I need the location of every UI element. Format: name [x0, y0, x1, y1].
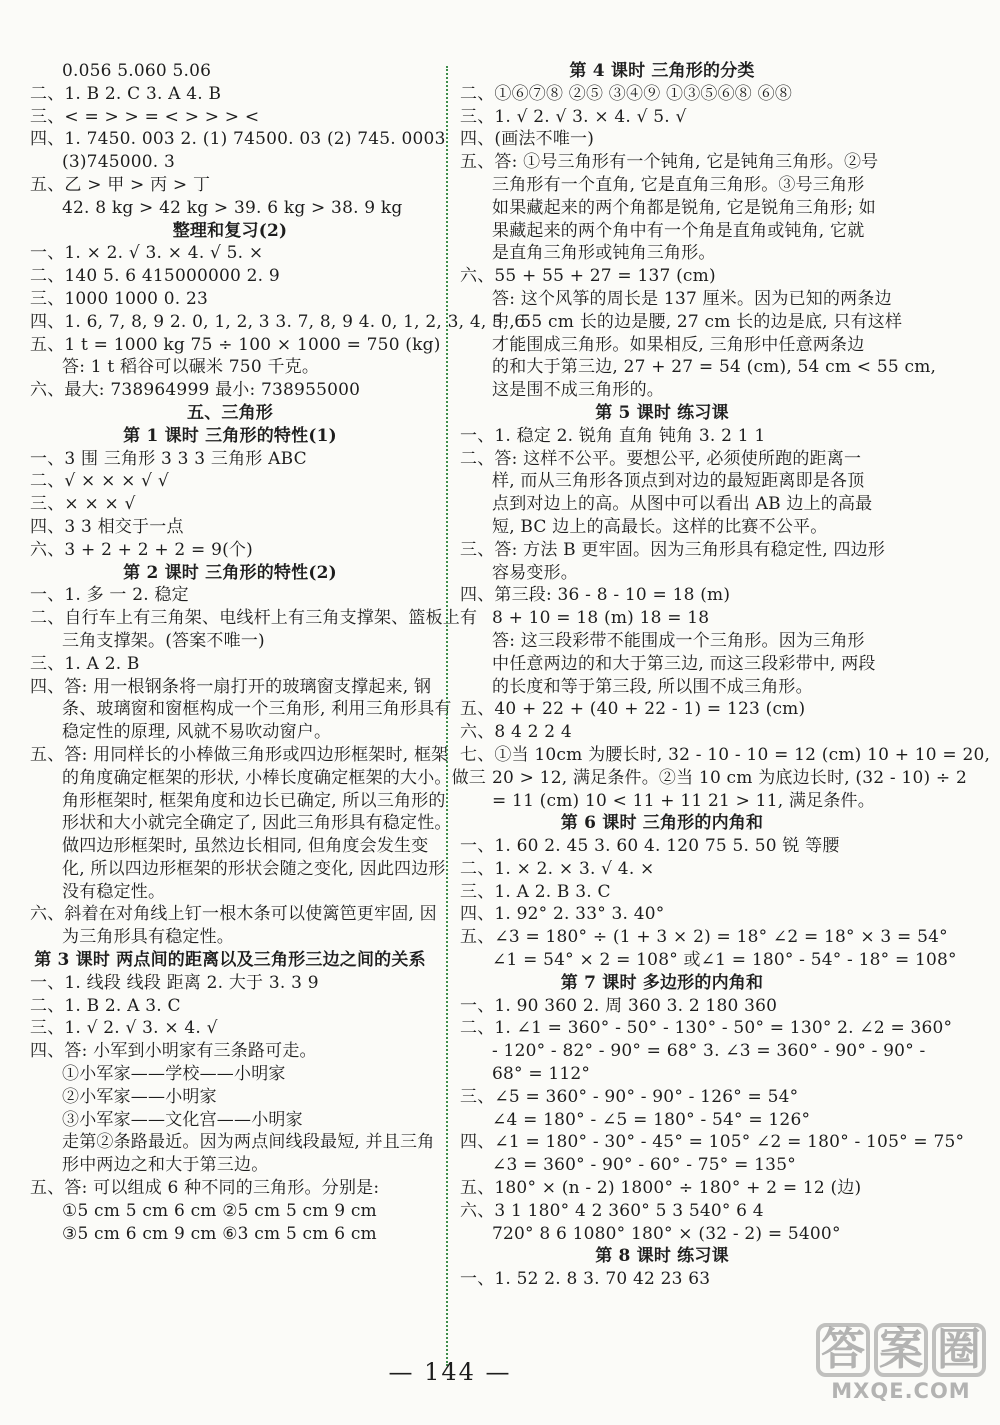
answer-line: = 11 (cm) 10 < 11 + 11 21 > 11, 满足条件。	[492, 790, 875, 811]
answer-line: 三、1000 1000 0. 23	[30, 288, 208, 309]
answer-line: 一、1. 52 2. 8 3. 70 42 23 63	[460, 1269, 711, 1290]
answer-line: 五、40 + 22 + (40 + 22 - 1) = 123 (cm)	[460, 699, 806, 720]
answer-line: 二、自行车上有三角架、电线杆上有三角支撑架、篮板上有	[30, 608, 478, 629]
answer-line: ③5 cm 6 cm 9 cm ⑥3 cm 5 cm 6 cm	[62, 1223, 377, 1244]
answer-line: 六、最大: 738964999 最小: 738955000	[30, 380, 361, 401]
answer-line: 二、答: 这样不公平。要想公平, 必须使所跑的距离一	[460, 448, 862, 469]
answer-line: 四、1. 7450. 003 2. (1) 74500. 03 (2) 745. 0003	[30, 129, 446, 150]
answer-line: 三、< = > > = < > > > <	[30, 106, 260, 127]
answer-line: 为三角形具有稳定性。	[62, 927, 234, 948]
answer-line: 三角形有一个直角, 它是直角三角形。③号三角形	[492, 174, 865, 195]
answer-line: 三、1. √ 2. √ 3. × 4. √ 5. √	[460, 106, 687, 127]
answer-line: 样, 而从三角形各顶点到对边的最短距离即是各顶	[492, 471, 865, 492]
answer-line: 三、× × × √	[30, 494, 136, 515]
answer-line: 三、1. A 2. B	[30, 653, 140, 674]
answer-line: 一、1. 多 一 2. 稳定	[30, 585, 189, 606]
answer-line: 42. 8 kg > 42 kg > 39. 6 kg > 38. 9 kg	[62, 197, 403, 218]
answer-line: 四、答: 用一根钢条将一扇打开的玻璃窗支撑起来, 钢	[30, 676, 432, 697]
answer-line: 是直角三角形或钝角三角形。	[492, 243, 716, 264]
answer-line: 点到对边上的高。从图中可以看出 AB 边上的高最	[492, 494, 873, 515]
answer-line: 三、∠5 = 360° - 90° - 90° - 126° = 54°	[460, 1086, 799, 1107]
answer-line: 五、1 t = 1000 kg 75 ÷ 100 × 1000 = 750 (kg)	[30, 334, 441, 355]
answer-line: 中, 55 cm 长的边是腰, 27 cm 长的边是底, 只有这样	[492, 311, 903, 332]
answer-line: 的长度和等于第三段, 所以围不成三角形。	[492, 676, 813, 697]
answer-line: (3)745000. 3	[62, 152, 175, 173]
answer-line: 形状和大小就完全确定了, 因此三角形具有稳定性。	[62, 813, 452, 834]
answer-line: 五、答: 可以组成 6 种不同的三角形。分别是:	[30, 1178, 380, 1199]
answer-line: 稳定性的原理, 风就不易吹动窗户。	[62, 722, 332, 743]
answer-line: 五、答: 用同样长的小棒做三角形或四边形框架时, 框架	[30, 744, 449, 765]
answer-line: 形中两边之和大于第三边。	[62, 1155, 269, 1176]
section-heading: 第 7 课时 多边形的内角和	[560, 972, 764, 993]
answer-line: 这是围不成三角形的。	[492, 380, 664, 401]
answer-line: 二、1. × 2. × 3. √ 4. ×	[460, 858, 655, 879]
answer-line: 六、3 1 180° 4 2 360° 5 3 540° 6 4	[460, 1200, 764, 1221]
answer-line: 四、∠1 = 180° - 30° - 45° = 105° ∠2 = 180° - 105° = 75°	[460, 1132, 965, 1153]
page-number: — 144 —	[388, 1358, 512, 1386]
answer-line: 没有稳定性。	[62, 881, 166, 902]
answer-line: 三、1. √ 2. √ 3. × 4. √	[30, 1018, 218, 1039]
answer-line: 五、∠3 = 180° ÷ (1 + 3 × 2) = 18° ∠2 = 18° × 3 = 54°	[460, 927, 948, 948]
answer-line: ∠1 = 54° × 2 = 108° 或∠1 = 180° - 54° - 18° = 108°	[492, 950, 957, 971]
answer-line: ①小军家——学校——小明家	[62, 1064, 286, 1085]
answer-line: 六、斜着在对角线上钉一根木条可以使篱笆更牢固, 因	[30, 904, 437, 925]
right-column	[460, 60, 991, 1291]
watermark-url: MXQE.COM	[831, 1379, 971, 1403]
answer-line: 一、1. 稳定 2. 锐角 直角 钝角 3. 2 1 1	[460, 425, 766, 446]
section-heading: 第 3 课时 两点间的距离以及三角形三边之间的关系	[34, 950, 426, 971]
answer-line: ②小军家——小明家	[62, 1086, 217, 1107]
section-heading: 第 2 课时 三角形的特性(2)	[123, 562, 337, 583]
answer-line: 一、1. 60 2. 45 3. 60 4. 120 75 5. 50 锐 等腰	[460, 836, 840, 857]
answer-line: 一、1. 90 360 2. 周 360 3. 2 180 360	[460, 995, 778, 1016]
answer-line: 六、8 4 2 2 4	[460, 722, 572, 743]
answer-line: 四、3 3 相交于一点	[30, 516, 184, 537]
answer-line: ∠4 = 180° - ∠5 = 180° - 54° = 126°	[492, 1109, 811, 1130]
answer-line: 化, 所以四边形框架的形状会随之变化, 因此四边形	[62, 858, 446, 879]
answer-line: ∠3 = 360° - 90° - 60° - 75° = 135°	[492, 1155, 796, 1176]
answer-line: 0.056 5.060 5.06	[62, 61, 212, 81]
answer-line: 四、1. 92° 2. 33° 3. 40°	[460, 904, 665, 925]
answer-line: 二、1. ∠1 = 360° - 50° - 130° - 50° = 130° 2. ∠2 = 360°	[460, 1018, 953, 1039]
watermark-logo	[816, 1323, 986, 1403]
answer-line: 如果藏起来的两个角都是锐角, 它是锐角三角形; 如	[492, 197, 876, 218]
answer-line: 一、1. 线段 线段 距离 2. 大于 3. 3 9	[30, 972, 319, 993]
answer-line: 五、答: ①号三角形有一个钝角, 它是钝角三角形。②号	[460, 152, 879, 173]
answer-line: 一、3 围 三角形 3 3 3 三角形 ABC	[30, 448, 307, 469]
answer-line: 六、55 + 55 + 27 = 137 (cm)	[460, 266, 716, 287]
watermark-glyph: 案	[874, 1323, 928, 1377]
answer-line: 的和大于第三边, 27 + 27 = 54 (cm), 54 cm < 55 cm,	[492, 357, 937, 378]
answer-line: 68° = 112°	[492, 1064, 591, 1085]
answer-line: 四、答: 小军到小明家有三条路可走。	[30, 1041, 317, 1062]
answer-line: 七、①当 10cm 为腰长时, 32 - 10 - 10 = 12 (cm) 10 + 10 = 20,	[460, 744, 991, 765]
section-heading: 五、三角形	[187, 402, 273, 423]
answer-line: 720° 8 6 1080° 180° × (32 - 2) = 5400°	[492, 1223, 841, 1244]
answer-line: 二、√ × × × √ √	[30, 471, 169, 492]
section-heading: 第 5 课时 练习课	[595, 402, 729, 423]
answer-line: 四、(画法不唯一)	[460, 129, 595, 150]
answer-line: 条、玻璃窗和窗框构成一个三角形, 利用三角形具有	[62, 699, 452, 720]
answer-line: 容易变形。	[492, 562, 578, 583]
answer-line: 二、①⑥⑦⑧ ②⑤ ③④⑨ ①③⑤⑥⑧ ⑥⑧	[460, 83, 793, 104]
column-divider	[446, 66, 448, 1366]
answer-line: 短, BC 边上的高最长。这样的比赛不公平。	[492, 516, 828, 537]
answer-line: 三、1. A 2. B 3. C	[460, 881, 611, 902]
answer-line: 果藏起来的两个角中有一个角是直角或钝角, 它就	[492, 220, 865, 241]
answer-line: 一、1. × 2. √ 3. × 4. √ 5. ×	[30, 243, 264, 264]
section-heading: 第 6 课时 三角形的内角和	[560, 813, 764, 834]
answer-line: 答: 这三段彩带不能围成一个三角形。因为三角形	[492, 630, 865, 651]
watermark-logo-mark	[816, 1323, 986, 1377]
answer-line: 中任意两边的和大于第三边, 而这三段彩带中, 两段	[492, 653, 876, 674]
answer-line: 六、3 + 2 + 2 + 2 = 9(个)	[30, 539, 253, 560]
answer-line: 四、1. 6, 7, 8, 9 2. 0, 1, 2, 3 3. 7, 8, 9 4. 0, 1, 2, 3, 4, 5, 6	[30, 311, 526, 332]
answer-line: ①5 cm 5 cm 6 cm ②5 cm 5 cm 9 cm	[62, 1200, 377, 1221]
section-heading: 整理和复习(2)	[172, 220, 288, 241]
section-heading: 第 8 课时 练习课	[595, 1246, 729, 1267]
answer-line: - 120° - 82° - 90° = 68° 3. ∠3 = 360° - 90° - 90° -	[492, 1041, 926, 1062]
answer-line: 的角度确定框架的形状, 小棒长度确定框架的大小。做三	[62, 767, 487, 788]
answer-line: 五、乙 > 甲 > 丙 > 丁	[30, 174, 211, 195]
answer-line: 二、1. B 2. A 3. C	[30, 995, 181, 1016]
watermark-glyph: 圈	[932, 1323, 986, 1377]
answer-line: ③小军家——文化宫——小明家	[62, 1109, 303, 1130]
answer-line: 二、140 5. 6 415000000 2. 9	[30, 266, 280, 287]
answer-line: 五、180° × (n - 2) 1800° ÷ 180° + 2 = 12 (边)	[460, 1178, 862, 1199]
answer-line: 做四边形框架时, 虽然边长相同, 但角度会发生变	[62, 836, 429, 857]
answer-line: 走第②条路最近。因为两点间线段最短, 并且三角	[62, 1132, 435, 1153]
answer-line: 答: 这个风筝的周长是 137 厘米。因为已知的两条边	[492, 288, 892, 309]
watermark-glyph: 答	[816, 1323, 870, 1377]
section-heading: 第 1 课时 三角形的特性(1)	[123, 425, 337, 446]
answer-line: 三角支撑架。(答案不唯一)	[62, 630, 265, 651]
answer-line: 三、答: 方法 B 更牢固。因为三角形具有稳定性, 四边形	[460, 539, 886, 560]
answer-line: 20 > 12, 满足条件。②当 10 cm 为底边长时, (32 - 10) ÷ 2	[492, 767, 967, 788]
section-heading: 第 4 课时 三角形的分类	[569, 61, 755, 81]
answer-line: 答: 1 t 稻谷可以碾米 750 千克。	[62, 357, 320, 378]
answer-line: 四、第三段: 36 - 8 - 10 = 18 (m)	[460, 585, 731, 606]
answer-line: 二、1. B 2. C 3. A 4. B	[30, 83, 222, 104]
answer-line: 8 + 10 = 18 (m) 18 = 18	[492, 608, 710, 629]
answer-line: 角形框架时, 框架角度和边长已确定, 所以三角形的	[62, 790, 446, 811]
answer-line: 才能围成三角形。如果相反, 三角形中任意两条边	[492, 334, 865, 355]
